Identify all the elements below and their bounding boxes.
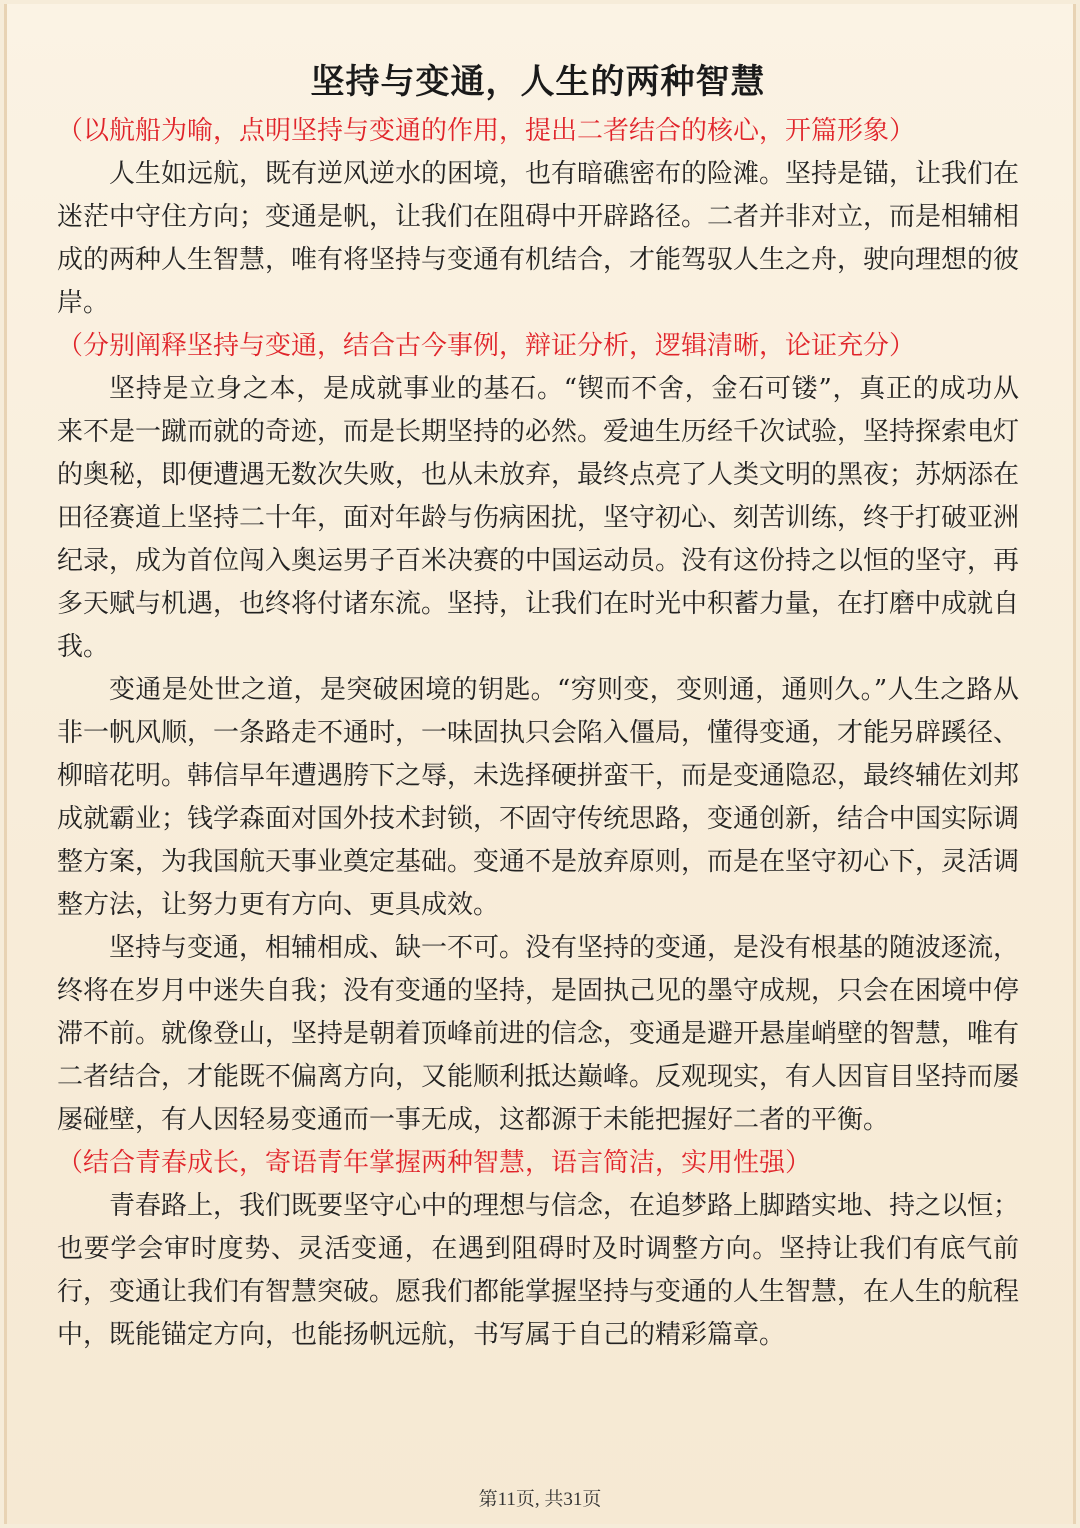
paragraph-flexibility: 变通是处世之道，是突破困境的钥匙。“穷则变，变则通，通则久。”人生之路从非一帆风顺，一条路走不通时，一味固执只会陷入僵局，懂得变通，才能另辟蹊径、柳暗花明。韩信早年遭遇胯下之辱，未选择硬拼蛮干，而是变通隐忍，最终辅佐刘邦成就霸业；钱学森面对国外技术封锁，不固守传统思路，变通创新，结合中国实际调整方案，为我国航天事业奠定基础。变通不是放弃原则，而是在坚守初心下，灵活调整方法，让努力更有方向、更具成效。 xyxy=(57,675,1020,920)
paragraph-persistence: 坚持是立身之本，是成就事业的基石。“锲而不舍，金石可镂”，真正的成功从来不是一蹴而就的奇迹，而是长期坚持的必然。爱迪生历经千次试验，坚持探索电灯的奥秘，即便遭遇无数次失败，也从未放弃，最终点亮了人类文明的黑夜；苏炳添在田径赛道上坚持二十年，面对年龄与伤病困扰，坚守初心、刻苦训练，终于打破亚洲纪录，成为首位闯入奥运男子百米决赛的中国运动员。没有这份持之以恒的坚守，再多天赋与机遇，也终将付诸东流。坚持，让我们在时光中积蓄力量，在打磨中成就自我。 xyxy=(57,374,1020,662)
page-number: 第11页, 共31页 xyxy=(478,1489,602,1510)
paragraph-conclusion: 青春路上，我们既要坚守心中的理想与信念，在追梦路上脚踏实地、持之以恒；也要学会审时度势、灵活变通，在遇到阻碍时及时调整方向。坚持让我们有底气前行，变通让我们有智慧突破。愿我们都能掌握坚持与变通的人生智慧，在人生的航程中，既能锚定方向，也能扬帆远航，书写属于自己的精彩篇章。 xyxy=(57,1191,1020,1350)
article xyxy=(57,54,1019,1357)
document-page xyxy=(4,4,1076,1524)
annotation-note-intro: （以航船为喻，点明坚持与变通的作用，提出二者结合的核心，开篇形象） xyxy=(57,116,916,146)
paragraph-balance: 坚持与变通，相辅相成、缺一不可。没有坚持的变通，是没有根基的随波逐流，终将在岁月中迷失自我；没有变通的坚持，是固执己见的墨守成规，只会在困境中停滞不前。就像登山，坚持是朝着顶峰前进的信念，变通是避开悬崖峭壁的智慧，唯有二者结合，才能既不偏离方向，又能顺利抵达巅峰。反观现实，有人因盲目坚持而屡屡碰壁，有人因轻易变通而一事无成，这都源于未能把握好二者的平衡。 xyxy=(57,933,1020,1135)
annotation-note-conclusion: （结合青春成长，寄语青年掌握两种智慧，语言简洁，实用性强） xyxy=(57,1148,812,1178)
article-title: 坚持与变通，人生的两种智慧 xyxy=(310,62,766,102)
paragraph-intro: 人生如远航，既有逆风逆水的困境，也有暗礁密布的险滩。坚持是锚，让我们在迷茫中守住方向；变通是帆，让我们在阻碍中开辟路径。二者并非对立，而是相辅相成的两种人生智慧，唯有将坚持与变通有机结合，才能驾驭人生之舟，驶向理想的彼岸。 xyxy=(57,159,1020,318)
annotation-note-body: （分别阐释坚持与变通，结合古今事例，辩证分析，逻辑清晰，论证充分） xyxy=(57,331,916,361)
